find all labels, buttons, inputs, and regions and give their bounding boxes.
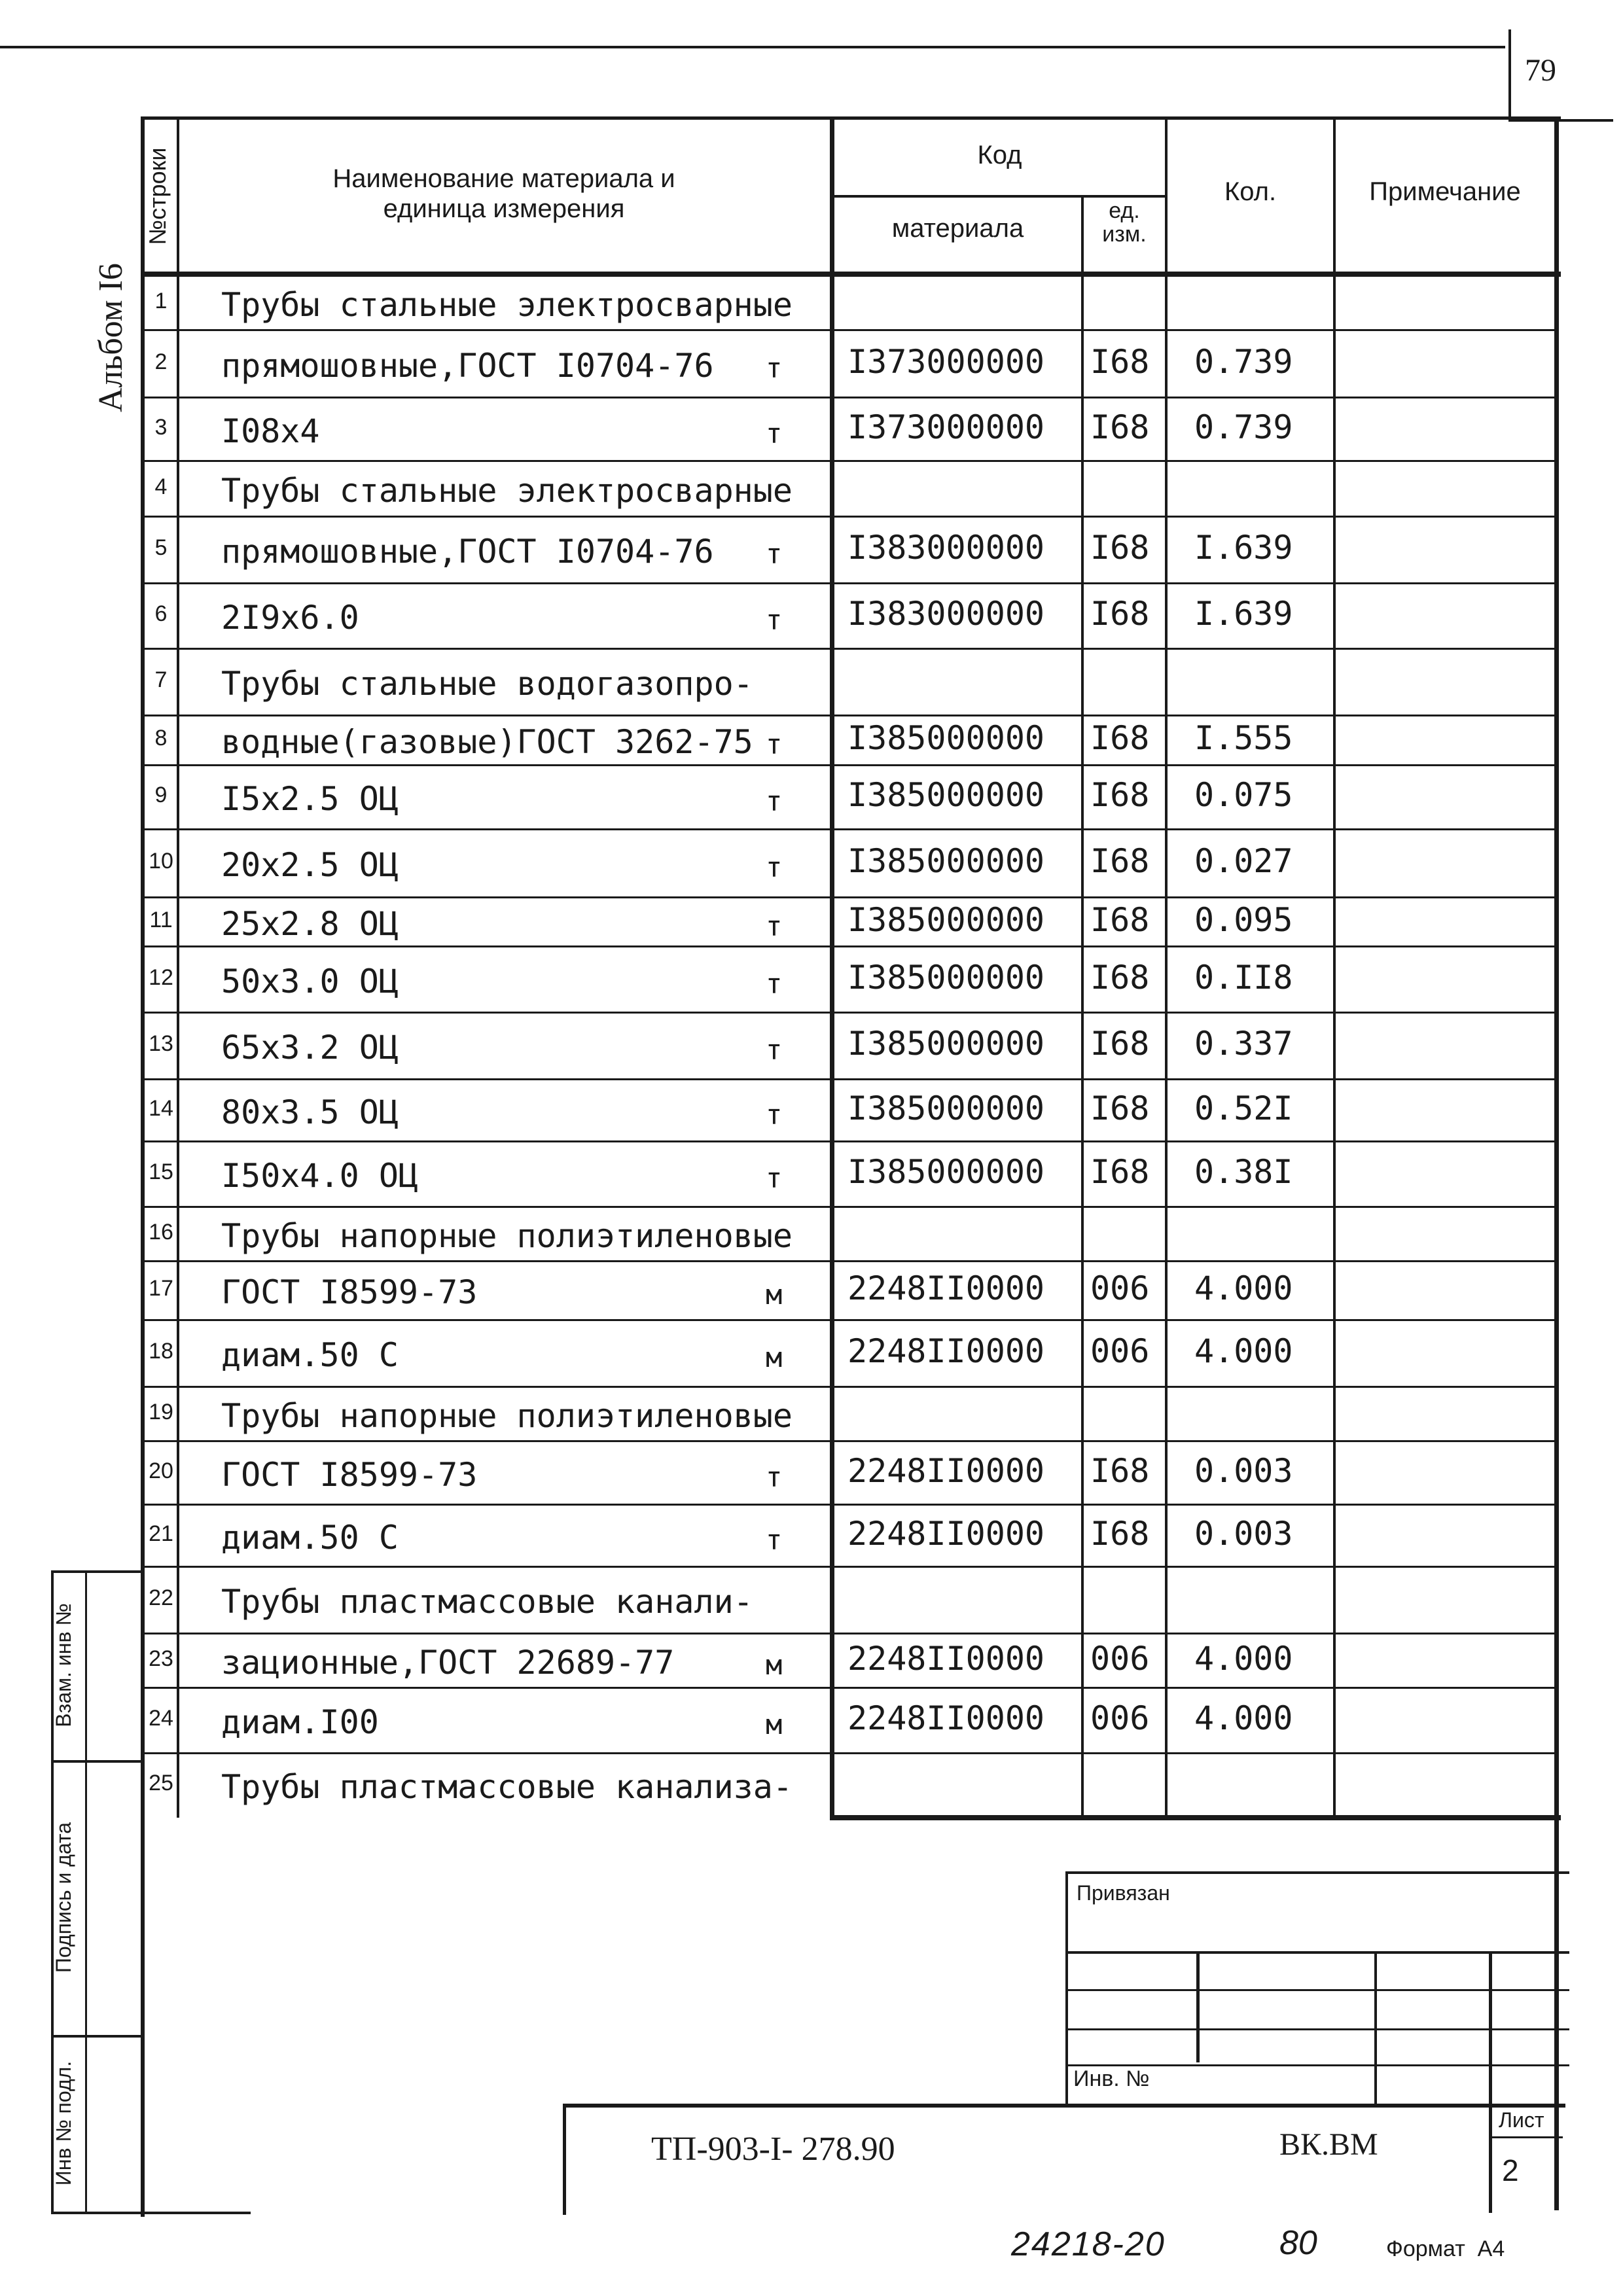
vline-note: [1554, 116, 1559, 2210]
material-name: прямошовные,ГОСТ I0704-76: [221, 533, 714, 571]
material-name: 20x2.5 ОЦ: [221, 846, 399, 884]
row-separator: [143, 1078, 1556, 1080]
unit-code: 006: [1090, 1699, 1150, 1737]
vline-name: [830, 116, 834, 1818]
stamp-line-2: [51, 2035, 143, 2038]
material-name: зационные,ГОСТ 22689-77: [221, 1644, 675, 1682]
tb-sheet-line: [1491, 2136, 1563, 2138]
row-number: 12: [149, 965, 173, 990]
material-name: I50x4.0 ОЦ: [221, 1157, 419, 1195]
quantity: 0.095: [1194, 901, 1293, 939]
tb-privyazan-top: [1065, 1871, 1569, 1874]
stamp-inv-podl: Инв № подл.: [52, 2060, 75, 2186]
unit-code: I68: [1090, 595, 1150, 633]
row-separator: [143, 329, 1556, 331]
material-name: Трубы напорные полиэтиленовые: [221, 1217, 793, 1255]
row-number: 20: [149, 1458, 173, 1483]
material-name: водные(газовые)ГОСТ 3262-75: [221, 723, 753, 761]
footer-archive-no: 24218-20: [1011, 2225, 1166, 2263]
unit-name: т: [766, 785, 783, 817]
row-separator: [143, 1140, 1556, 1142]
quantity: 0.075: [1194, 776, 1293, 814]
material-code: I385000000: [847, 842, 1045, 880]
material-name: 2I9x6.0: [221, 599, 359, 637]
material-code: I385000000: [847, 776, 1045, 814]
quantity: 4.000: [1194, 1269, 1293, 1307]
page-number: 79: [1525, 53, 1556, 88]
unit-code: I68: [1090, 719, 1150, 757]
tb-vline-1: [1196, 1951, 1200, 2062]
row-number: 16: [149, 1220, 173, 1245]
header-code: Код: [977, 141, 1022, 169]
stamp-frame-bottom: [51, 2212, 251, 2214]
material-name: Трубы стальные электросварные: [221, 286, 793, 324]
material-code: 2248II0000: [847, 1452, 1045, 1490]
tb-main-left: [563, 2104, 566, 2215]
quantity: 0.003: [1194, 1515, 1293, 1553]
unit-name: т: [766, 968, 783, 1000]
row-number: 25: [149, 1771, 173, 1795]
quantity: I.555: [1194, 719, 1293, 757]
row-separator: [143, 764, 1556, 766]
material-code: 2248II0000: [847, 1699, 1045, 1737]
tb-vline-3: [1489, 1951, 1492, 2213]
row-number: 21: [149, 1521, 173, 1546]
quantity: I.639: [1194, 529, 1293, 567]
row-separator: [143, 1260, 1556, 1262]
header-note: Примечание: [1369, 177, 1521, 206]
unit-code: 006: [1090, 1332, 1150, 1370]
material-name: 65x3.2 ОЦ: [221, 1029, 399, 1067]
material-code: I385000000: [847, 1025, 1045, 1063]
unit-name: т: [766, 851, 783, 883]
table-bottom-line: [830, 1815, 1561, 1820]
unit-code: I68: [1090, 1025, 1150, 1063]
material-code: 2248II0000: [847, 1515, 1045, 1553]
material-code: I383000000: [847, 529, 1045, 567]
row-separator: [143, 516, 1556, 518]
material-code: I385000000: [847, 719, 1045, 757]
vline-left: [141, 116, 145, 2217]
unit-name: т: [766, 1461, 783, 1493]
material-name: Трубы стальные электросварные: [221, 472, 793, 510]
code-header-mid: [831, 195, 1166, 198]
stamp-vline: [85, 1570, 87, 2212]
quantity: 0.52I: [1194, 1089, 1293, 1127]
material-name: диам.50 С: [221, 1336, 399, 1374]
unit-name: м: [766, 1279, 783, 1311]
unit-name: т: [766, 604, 783, 636]
unit-name: т: [766, 352, 783, 384]
unit-code: 006: [1090, 1640, 1150, 1678]
material-code: I385000000: [847, 1153, 1045, 1191]
tb-main-top: [564, 2104, 1565, 2108]
stamp-line-1: [51, 1760, 143, 1763]
tb-sheet-label: Лист: [1499, 2108, 1544, 2132]
row-number: 15: [149, 1159, 173, 1184]
quantity: 4.000: [1194, 1332, 1293, 1370]
unit-code: I68: [1090, 1452, 1150, 1490]
unit-code: I68: [1090, 776, 1150, 814]
row-number: 9: [154, 783, 168, 807]
quantity: 0.027: [1194, 842, 1293, 880]
row-separator: [143, 1386, 1556, 1388]
top-border: [0, 46, 1505, 48]
stamp-frame-top: [51, 1570, 143, 1573]
material-name: I08x4: [221, 412, 320, 450]
quantity: 4.000: [1194, 1640, 1293, 1678]
material-name: Трубы стальные водогазопро-: [221, 665, 753, 703]
row-separator: [143, 1319, 1556, 1321]
row-separator: [143, 1566, 1556, 1568]
quantity: 0.38I: [1194, 1153, 1293, 1191]
row-number: 17: [149, 1276, 173, 1301]
row-separator: [143, 1504, 1556, 1506]
stamp-vzam: Взам. инв №: [52, 1603, 75, 1727]
unit-code: I68: [1090, 901, 1150, 939]
material-code: I385000000: [847, 959, 1045, 997]
page-number-box-left: [1508, 29, 1511, 121]
row-number: 13: [149, 1031, 173, 1056]
row-number: 14: [149, 1096, 173, 1121]
row-number: 1: [154, 289, 168, 313]
row-number: 2: [154, 349, 168, 374]
unit-name: т: [766, 1099, 783, 1131]
row-separator: [143, 715, 1556, 716]
row-number: 8: [154, 726, 168, 751]
quantity: 0.337: [1194, 1025, 1293, 1063]
material-name: ГОСТ I8599-73: [221, 1456, 478, 1494]
row-number: 6: [154, 601, 168, 626]
tb-vline-2: [1374, 1951, 1377, 2105]
footer-page-ref: 80: [1279, 2224, 1317, 2262]
material-name: I5x2.5 ОЦ: [221, 780, 399, 818]
unit-code: I68: [1090, 842, 1150, 880]
row-separator: [143, 648, 1556, 650]
quantity: 0.739: [1194, 343, 1293, 381]
tb-inv-no: Инв. №: [1073, 2066, 1150, 2091]
stamp-podpis: Подпись и дата: [52, 1822, 75, 1973]
material-code: I383000000: [847, 595, 1045, 633]
unit-name: т: [766, 910, 783, 942]
unit-name: т: [766, 1524, 783, 1556]
tb-line-c: [1065, 2028, 1569, 2030]
row-number: 7: [154, 667, 168, 692]
quantity: 0.003: [1194, 1452, 1293, 1490]
row-number: 5: [154, 535, 168, 560]
unit-code: I68: [1090, 1515, 1150, 1553]
row-separator: [143, 896, 1556, 898]
row-separator: [143, 1206, 1556, 1208]
row-separator: [143, 397, 1556, 398]
row-separator: [143, 1012, 1556, 1014]
row-number: 3: [154, 415, 168, 440]
unit-name: т: [766, 538, 783, 570]
unit-code: 006: [1090, 1269, 1150, 1307]
header-row-no: №строки: [144, 147, 171, 245]
unit-code: I68: [1090, 1153, 1150, 1191]
footer-format: Формат А4: [1386, 2236, 1505, 2261]
row-separator: [143, 828, 1556, 830]
tb-doc-code: ТП-903-I- 278.90: [651, 2130, 895, 2168]
unit-name: т: [766, 1034, 783, 1066]
row-separator: [143, 945, 1556, 947]
unit-code: I68: [1090, 1089, 1150, 1127]
quantity: 0.II8: [1194, 959, 1293, 997]
row-separator: [143, 1633, 1556, 1634]
row-separator: [143, 460, 1556, 462]
material-name: Трубы пластмассовые канализа-: [221, 1768, 793, 1806]
material-name: 25x2.8 ОЦ: [221, 905, 399, 943]
material-code: I385000000: [847, 901, 1045, 939]
material-name: диам.50 С: [221, 1519, 399, 1557]
tb-mark: ВК.ВМ: [1279, 2127, 1378, 2162]
row-number: 24: [149, 1706, 173, 1731]
row-number: 11: [149, 908, 173, 932]
material-name: ГОСТ I8599-73: [221, 1273, 478, 1311]
quantity: I.639: [1194, 595, 1293, 633]
material-name: Трубы пластмассовые канали-: [221, 1583, 753, 1621]
row-separator: [143, 1440, 1556, 1442]
unit-code: I68: [1090, 959, 1150, 997]
row-separator: [143, 1752, 1556, 1754]
material-code: I373000000: [847, 408, 1045, 446]
album-label: Альбом I6: [92, 263, 130, 412]
quantity: 4.000: [1194, 1699, 1293, 1737]
row-number: 22: [149, 1585, 173, 1610]
material-name: 80x3.5 ОЦ: [221, 1093, 399, 1131]
unit-code: I68: [1090, 408, 1150, 446]
material-code: 2248II0000: [847, 1332, 1045, 1370]
unit-name: т: [766, 417, 783, 450]
tb-line-b: [1065, 1989, 1569, 1991]
tb-privyazan: Привязан: [1077, 1881, 1170, 1905]
unit-name: м: [766, 1649, 783, 1681]
material-name: Трубы напорные полиэтиленовые: [221, 1397, 793, 1435]
row-number: 4: [154, 474, 168, 499]
header-bottom-line: [141, 272, 1561, 277]
vline-rownum: [177, 116, 179, 1818]
unit-name: м: [766, 1341, 783, 1373]
header-name: Наименование материала и единица измерения: [332, 164, 675, 223]
row-number: 19: [149, 1400, 173, 1424]
row-number: 18: [149, 1339, 173, 1364]
material-code: I385000000: [847, 1089, 1045, 1127]
material-name: 50x3.0 ОЦ: [221, 963, 399, 1000]
unit-code: I68: [1090, 529, 1150, 567]
material-code: 2248II0000: [847, 1640, 1045, 1678]
row-separator: [143, 1687, 1556, 1689]
tb-line-a: [1065, 1951, 1569, 1954]
table-top-line: [141, 116, 1561, 120]
material-name: диам.I00: [221, 1703, 379, 1741]
row-number: 23: [149, 1646, 173, 1671]
header-code-material: материала: [891, 214, 1024, 243]
unit-name: т: [766, 1162, 783, 1194]
material-name: прямошовные,ГОСТ I0704-76: [221, 347, 714, 385]
row-number: 10: [149, 849, 173, 874]
material-code: 2248II0000: [847, 1269, 1045, 1307]
vline-code: [1081, 196, 1084, 1818]
vline-unit: [1165, 116, 1168, 1818]
vline-qty: [1333, 116, 1336, 1818]
unit-name: т: [766, 728, 783, 760]
unit-name: м: [766, 1708, 783, 1740]
header-qty: Кол.: [1224, 177, 1277, 206]
unit-code: I68: [1090, 343, 1150, 381]
tb-sheet-no: 2: [1502, 2153, 1519, 2187]
row-separator: [143, 582, 1556, 584]
quantity: 0.739: [1194, 408, 1293, 446]
material-code: I373000000: [847, 343, 1045, 381]
header-code-unit: ед. изм.: [1102, 198, 1147, 247]
